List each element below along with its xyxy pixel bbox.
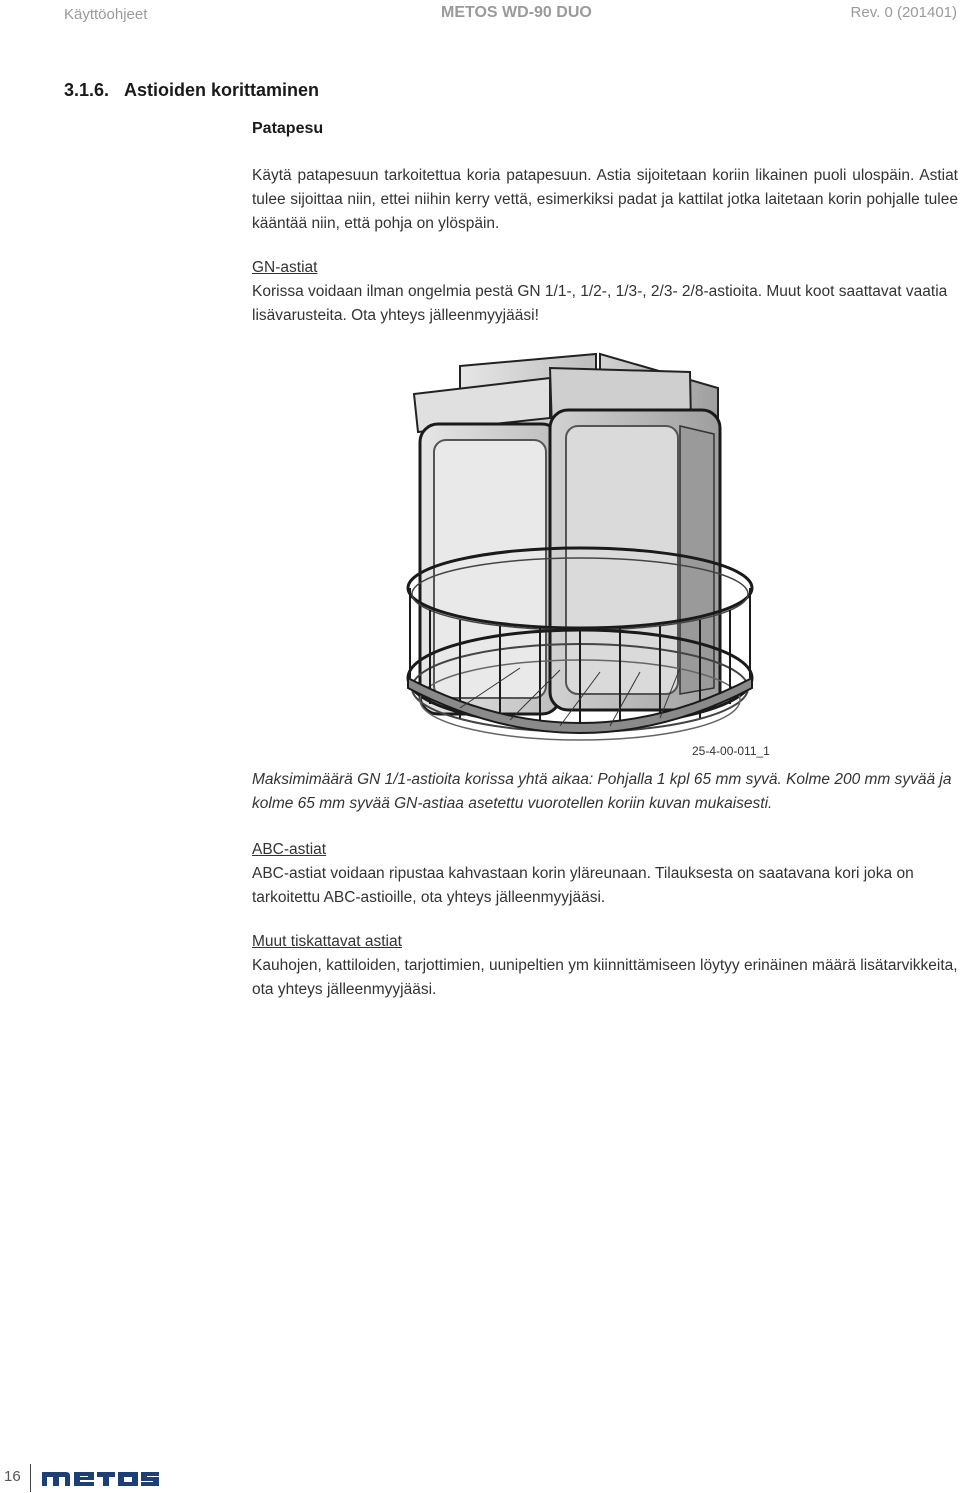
- other-heading: Muut tiskattavat astiat: [252, 933, 402, 950]
- footer-divider: [30, 1464, 31, 1492]
- gn-text: Korissa voidaan ilman ongelmia pestä GN 1/1-, 1/2-, 1/3-, 2/3- 2/8-astioita. Muut koot saattavat vaatia lisävarusteita. Ota yhteys jälleenmyyjääsi!: [252, 283, 948, 324]
- section-number: 3.1.6.: [64, 80, 110, 100]
- figure-code: 25-4-00-011_1: [692, 744, 770, 758]
- page-number: 16: [4, 1468, 21, 1485]
- gn-heading: GN-astiat: [252, 259, 318, 276]
- abc-heading: ABC-astiat: [252, 841, 327, 858]
- header-document-type: Käyttöohjeet: [64, 6, 148, 23]
- abc-text: ABC-astiat voidaan ripustaa kahvastaan korin yläreunaan. Tilauksesta on saatavana kori joka on tarkoitettu ABC-astioille, ota yhteys jälleenmyyjääsi.: [252, 865, 914, 906]
- header-revision: Rev. 0 (201401): [850, 4, 957, 21]
- other-text: Kauhojen, kattiloiden, tarjottimien, uunipeltien ym kiinnittämiseen löytyy erinäinen määrä lisätarvikkeita, ota yhteys jälleenmyyjääsi.: [252, 957, 958, 998]
- metos-logo: [40, 1468, 160, 1488]
- section-title: [64, 80, 319, 101]
- abc-section: [252, 838, 958, 910]
- subheading-patapesu: Patapesu: [252, 120, 324, 137]
- other-section: [252, 930, 958, 1002]
- paragraph-patapesu: Käytä patapesuun tarkoitettua koria patapesuun. Astia sijoitetaan koriin likainen puoli ulospäin. Astiat tulee sijoittaa niin, ettei niihin kerry vettä, esimerkiksi padat ja kattilat jotka laitetaan korin pohjalle tulee kääntää niin, että pohja on ylöspäin.: [252, 167, 958, 232]
- page-header: [0, 0, 960, 34]
- basket-drawing: [400, 348, 760, 748]
- gn-section: [252, 256, 958, 328]
- page-footer: [0, 1460, 960, 1493]
- basket-illustration: [400, 348, 760, 748]
- header-product-name: METOS WD-90 DUO: [441, 4, 592, 21]
- figure-caption: Maksimimäärä GN 1/1-astioita korissa yhtä aikaa: Pohjalla 1 kpl 65 mm syvä. Kolme 200 mm syvää ja kolme 65 mm syvää GN-astiaa asetettu vuorotellen koriin kuvan mukaisesti.: [252, 771, 952, 812]
- section-title-text: Astioiden korittaminen: [124, 80, 320, 100]
